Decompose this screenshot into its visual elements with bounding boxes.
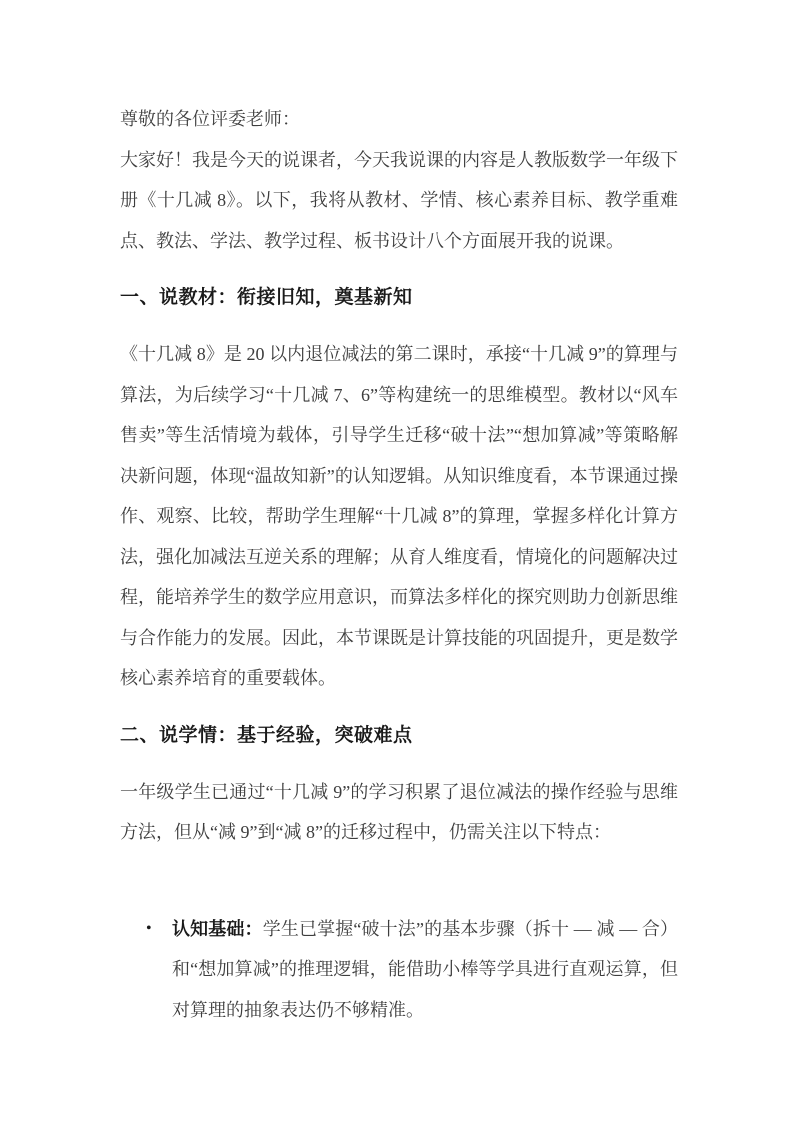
section-2-heading: 二、说学情：基于经验，突破难点 bbox=[120, 724, 413, 746]
intro-paragraph: 大家好！我是今天的说课者，今天我说课的内容是人教版数学一年级下册《十几减 8》。以下，我将从教材、学情、核心素养目标、教学重难点、教法、学法、教学过程、板书设计八个方面展开我的说课。 bbox=[120, 149, 678, 251]
section-1-paragraph: 《十几减 8》是 20 以内退位减法的第二课时，承接“十几减 9”的算理与算法，为后续学习“十几减 7、6”等构建统一的思维模型。教材以“风车售卖”等生活情境为载体，引导学生迁移“破十法”“想加算减”等策略解决新问题，体现“温故知新”的认知逻辑。从知识维度看，本节课通过操作、观察、比较，帮助学生理解“十几减 8”的算理，掌握多样化计算方法，强化加减法互逆关系的理解；从育人维度看，情境化的问题解决过程，能培养学生的数学应用意识，而算法多样化的探究则助力创新思维与合作能力的发展。因此，本节课既是计算技能的巩固提升，更是数学核心素养培育的重要载体。 bbox=[120, 344, 678, 688]
bullet-text: 学生已掌握“破十法”的基本步骤（拆十 — 减 — 合）和“想加算减”的推理逻辑，能借助小棒等学具进行直观运算，但对算理的抽象表达仍不够精准。 bbox=[172, 918, 679, 1020]
bullet-label: 认知基础： bbox=[172, 918, 263, 939]
bullet-icon: • bbox=[146, 919, 152, 937]
section-2-paragraph: 一年级学生已通过“十几减 9”的学习积累了退位减法的操作经验与思维方法，但从“减 9”到“减 8”的迁移过程中，仍需关注以下特点： bbox=[120, 781, 678, 842]
section-1-heading: 一、说教材：衔接旧知，奠基新知 bbox=[120, 287, 413, 308]
bullet-list bbox=[120, 909, 678, 1031]
salutation-paragraph: 尊敬的各位评委老师： bbox=[120, 109, 300, 129]
list-item bbox=[120, 909, 678, 1031]
